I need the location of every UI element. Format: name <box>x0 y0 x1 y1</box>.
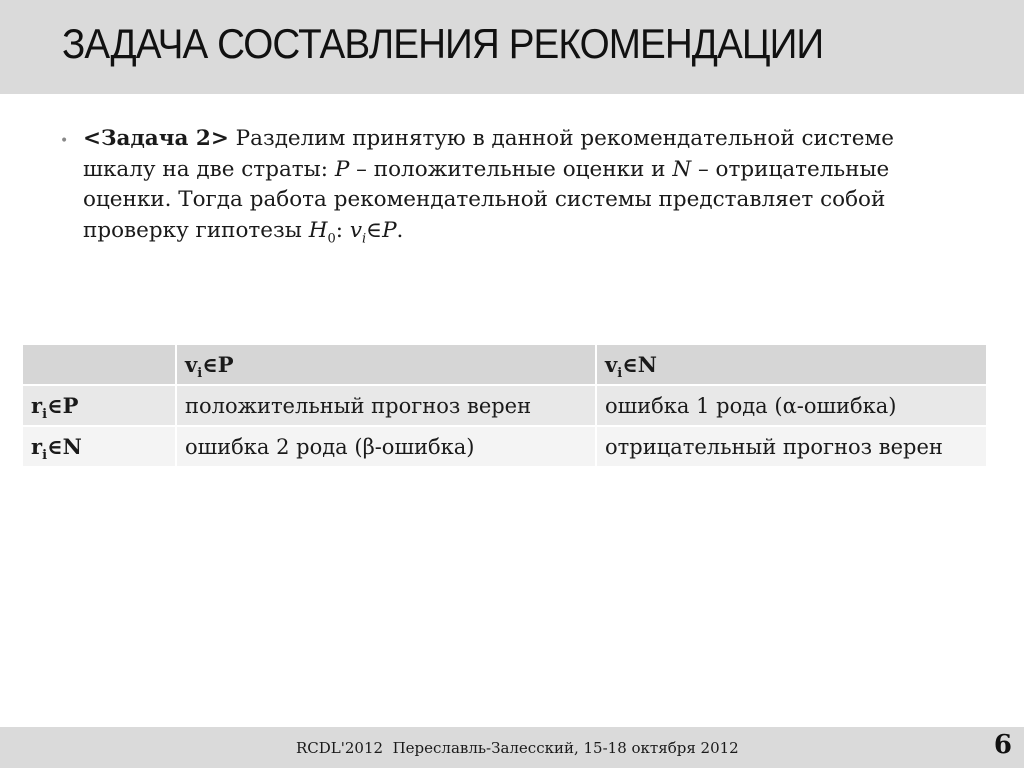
title-bar <box>0 0 1024 94</box>
paragraph-text: : <box>335 217 350 243</box>
task-label: <Задача 2> <box>83 126 229 151</box>
table-row <box>22 385 987 426</box>
confusion-table <box>21 343 988 468</box>
row-symbol: r <box>31 434 43 459</box>
symbol-v: v <box>349 217 362 243</box>
table-cell: ошибка 2 рода (β-ошибка) <box>176 426 596 467</box>
table-header-cell <box>176 344 596 385</box>
header-set: ∈N <box>622 352 657 377</box>
paragraph-text: – отрицательные оценки. Тогда работа рекомендательной системы представляет собой проверку гипотезы <box>83 156 890 243</box>
paragraph-text: . <box>396 217 404 243</box>
table-corner-cell <box>22 344 176 385</box>
table-cell: отрицательный прогноз верен <box>596 426 987 467</box>
row-subscript: i <box>42 448 48 464</box>
symbol-h: H <box>308 217 328 243</box>
symbol-n: N <box>672 156 692 182</box>
table-cell: положительный прогноз верен <box>176 385 596 426</box>
bullet-icon: • <box>60 133 69 149</box>
slide-title: ЗАДАЧА СОСТАВЛЕНИЯ РЕКОМЕНДАЦИИ <box>62 20 824 67</box>
page-number: 6 <box>993 730 1012 760</box>
slide-content <box>60 124 920 246</box>
row-symbol: r <box>31 393 43 418</box>
bullet-paragraph <box>83 124 920 246</box>
symbol-h-subscript: 0 <box>327 230 336 246</box>
table-row-header <box>22 385 176 426</box>
paragraph-text: Разделим принятую в данной рекомендательной системе шкалу на две страты: <box>83 126 894 182</box>
table-cell: ошибка 1 рода (α-ошибка) <box>596 385 987 426</box>
symbol-v-subscript: i <box>361 230 367 246</box>
symbol-in-p: ∈P <box>366 217 397 243</box>
table-row-header <box>22 426 176 467</box>
row-set: ∈P <box>47 393 79 418</box>
header-symbol: v <box>185 352 198 377</box>
table-row <box>22 426 987 467</box>
table-header-cell <box>596 344 987 385</box>
header-set: ∈P <box>202 352 234 377</box>
row-set: ∈N <box>47 434 82 459</box>
symbol-p: P <box>334 156 350 182</box>
row-subscript: i <box>42 407 48 423</box>
paragraph-text: – положительные оценки и <box>349 156 673 182</box>
footer-text: RCDL'2012 Переславль-Залесский, 15-18 октября 2012 <box>296 739 739 757</box>
header-subscript: i <box>617 366 623 382</box>
table-header-row <box>22 344 987 385</box>
header-symbol: v <box>605 352 618 377</box>
header-subscript: i <box>197 366 203 382</box>
